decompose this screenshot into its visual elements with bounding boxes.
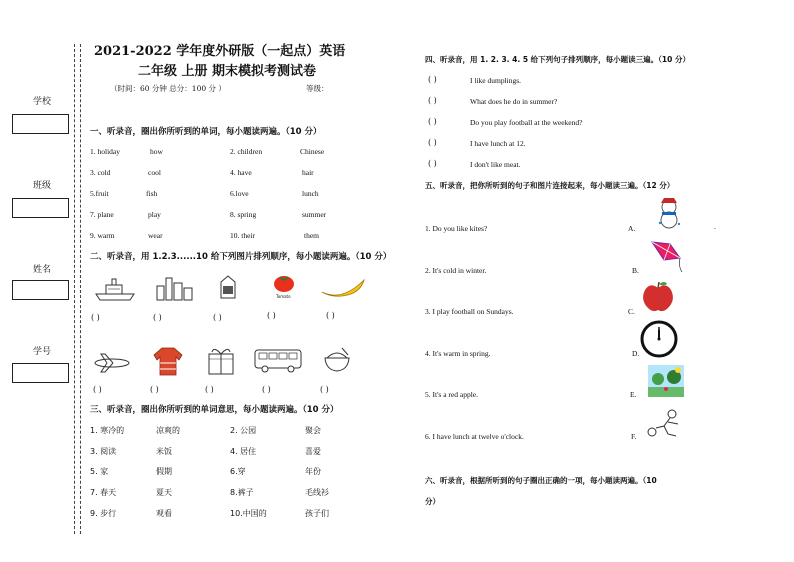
s4-bracket[interactable]: ( ) [428, 96, 437, 105]
s1-word[interactable]: play [148, 210, 161, 219]
name-label: 姓名 [33, 265, 52, 275]
s1-word[interactable]: cool [148, 168, 161, 177]
s1-word[interactable]: 5.fruit [90, 189, 109, 198]
s1-word[interactable]: 1. holiday [90, 147, 120, 156]
s1-word[interactable]: 3. cold [90, 168, 111, 177]
section-5-heading: 五、听录音，把你所听到的句子和图片连接起来，每小题读三遍。（12 分） [425, 181, 675, 190]
s1-word[interactable]: wear [148, 231, 163, 240]
s3-word[interactable]: 1. 寒冷的 [90, 426, 125, 435]
s1-word[interactable]: summer [302, 210, 327, 219]
tomato-caption: Tomato [276, 294, 291, 299]
s2-bracket[interactable]: ( ) [153, 313, 162, 322]
class-field[interactable] [12, 198, 69, 218]
s2-bracket[interactable]: ( ) [326, 311, 335, 320]
s3-word[interactable]: 孩子们 [305, 509, 329, 518]
section-2-heading: 二、听录音，用 1.2.3......10 给下列图片排列顺序，每小题读两遍。（10 分） [90, 252, 392, 262]
s5-letter[interactable]: C. [628, 307, 635, 316]
section-3-heading: 三、听录音，圈出你所听到的单词意思，每小题读两遍。（10 分） [90, 405, 339, 415]
sweater-icon [152, 345, 184, 377]
s4-sentence: I like dumplings. [470, 76, 522, 85]
bus-icon [253, 348, 303, 374]
title-line-1: 2021-2022 学年度外研版（一起点）英语 [94, 44, 346, 59]
s5-letter-dot: . [714, 222, 716, 231]
s3-word[interactable]: 5. 家 [90, 467, 109, 476]
s3-word[interactable]: 假期 [156, 467, 172, 476]
s5-sentence: 6. I have lunch at twelve o'clock. [425, 432, 524, 441]
s5-letter[interactable]: A. [628, 224, 636, 233]
s5-sentence: 5. It's a red apple. [425, 390, 478, 399]
class-label: 班级 [33, 181, 52, 191]
grade-label: 等级： [306, 84, 329, 93]
apple-icon [640, 280, 676, 314]
football-player-icon [646, 408, 686, 442]
s2-bracket[interactable]: ( ) [93, 385, 102, 394]
s5-letter[interactable]: B. [632, 266, 639, 275]
s4-bracket[interactable]: ( ) [428, 159, 437, 168]
s5-letter[interactable]: D. [632, 349, 640, 358]
s1-word[interactable]: 7. plane [90, 210, 114, 219]
kite-icon [648, 238, 684, 274]
s2-bracket[interactable]: ( ) [213, 313, 222, 322]
s3-word[interactable]: 4. 居住 [230, 447, 257, 456]
school-label: 学校 [33, 97, 52, 107]
s3-word[interactable]: 聚会 [305, 426, 321, 435]
s3-word[interactable]: 7. 春天 [90, 488, 117, 497]
milk-carton-icon [217, 274, 239, 300]
student-number-label: 学号 [33, 347, 52, 357]
s4-sentence: Do you play football at the weekend? [470, 118, 583, 127]
s3-word[interactable]: 2. 公园 [230, 426, 257, 435]
s1-word[interactable]: Chinese [300, 147, 325, 156]
tomato-icon [272, 273, 296, 293]
s3-word[interactable]: 米饭 [156, 447, 172, 456]
s1-word[interactable]: 4. have [230, 168, 252, 177]
binding-line-outer [74, 44, 75, 534]
section-6-heading: 六、听录音，根据所听到的句子圈出正确的一项，每小题读两遍。（10 [425, 476, 657, 485]
s1-word[interactable]: them [304, 231, 319, 240]
s4-bracket[interactable]: ( ) [428, 138, 437, 147]
s1-word[interactable]: 6.love [230, 189, 249, 198]
s1-word[interactable]: how [150, 147, 163, 156]
ship-icon [94, 276, 138, 302]
s2-bracket[interactable]: ( ) [205, 385, 214, 394]
s1-word[interactable]: fish [146, 189, 158, 198]
gift-icon [206, 344, 236, 376]
s5-letter[interactable]: F. [631, 432, 637, 441]
s3-word[interactable]: 喜爱 [305, 447, 321, 456]
s3-word[interactable]: 3. 阅读 [90, 447, 117, 456]
school-field[interactable] [12, 114, 69, 134]
s5-sentence: 2. It's cold in winter. [425, 266, 487, 275]
student-number-field[interactable] [12, 363, 69, 383]
spring-scene-icon [648, 365, 684, 397]
s3-word[interactable]: 9. 步行 [90, 509, 117, 518]
s1-word[interactable]: hair [302, 168, 314, 177]
s1-word[interactable]: 9. warm [90, 231, 115, 240]
s2-bracket[interactable]: ( ) [262, 385, 271, 394]
snowman-icon [652, 197, 686, 229]
s2-bracket[interactable]: ( ) [91, 313, 100, 322]
s2-bracket[interactable]: ( ) [267, 311, 276, 320]
exam-meta: （时间：60 分钟 总分：100 分 ） [110, 84, 226, 93]
s5-sentence: 4. It's warm in spring. [425, 349, 491, 358]
s3-word[interactable]: 6.穿 [230, 467, 246, 476]
name-field[interactable] [12, 280, 69, 300]
s1-word[interactable]: lunch [302, 189, 319, 198]
s4-bracket[interactable]: ( ) [428, 117, 437, 126]
binding-line-inner [80, 44, 81, 534]
s4-sentence: I don't like meat. [470, 160, 521, 169]
city-icon [155, 274, 195, 302]
s2-bracket[interactable]: ( ) [150, 385, 159, 394]
s4-bracket[interactable]: ( ) [428, 75, 437, 84]
s5-sentence: 1. Do you like kites? [425, 224, 488, 233]
airplane-icon [93, 352, 131, 374]
s3-word[interactable]: 年份 [305, 467, 321, 476]
s4-sentence: What does he do in summer? [470, 97, 558, 106]
clock-icon [640, 320, 678, 358]
s3-word[interactable]: 毛线衫 [305, 488, 329, 497]
s1-word[interactable]: 8. spring [230, 210, 257, 219]
s5-sentence: 3. I play football on Sundays. [425, 307, 514, 316]
s3-word[interactable]: 8.裤子 [230, 488, 254, 497]
section-6-heading-cont: 分） [425, 497, 440, 506]
rice-bowl-icon [322, 346, 352, 374]
s3-word[interactable]: 观看 [156, 509, 172, 518]
s3-word[interactable]: 夏天 [156, 488, 172, 497]
banana-icon [320, 276, 366, 300]
s3-word[interactable]: 凉爽的 [156, 426, 180, 435]
section-1-heading: 一、听录音，圈出你所听到的单词，每小题读两遍。（10 分） [90, 127, 322, 137]
s5-letter[interactable]: E. [630, 390, 637, 399]
title-line-2: 二年级 上册 期末模拟考测试卷 [138, 64, 317, 79]
section-4-heading: 四、听录音，用 1. 2. 3. 4. 5 给下列句子排列顺序，每小题读三遍。（10 分） [425, 55, 690, 64]
s1-word[interactable]: 2. children [230, 147, 263, 156]
s2-bracket[interactable]: ( ) [320, 385, 329, 394]
s1-word[interactable]: 10. their [230, 231, 255, 240]
s3-word[interactable]: 10.中国的 [230, 509, 267, 518]
s4-sentence: I have lunch at 12. [470, 139, 526, 148]
